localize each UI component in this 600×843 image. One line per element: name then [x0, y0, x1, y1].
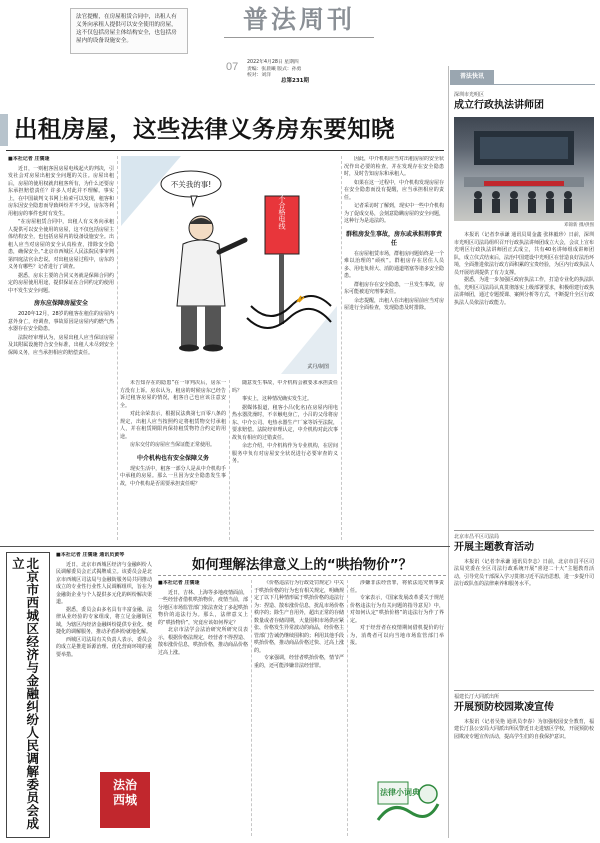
sidebar-kicker: 深圳市光明区 — [454, 92, 485, 98]
bottom-article-column-3 — [350, 580, 444, 770]
photo-illustration — [454, 117, 594, 221]
column-separator — [341, 156, 342, 540]
issue-total: 总第231期 — [281, 78, 309, 84]
main-article-column-4 — [344, 156, 444, 540]
bottom-left-byline: ■本社记者 庄儒逢 通讯员黄琴 — [56, 552, 125, 558]
paragraph: 近日，一则租客因房屋电线起火的判决，引发社会对房屋出租安全问题的关注。房屋出租后，房屋的使用权就归租客所有，为什么还要房东承担赔偿责任？许多人对此并不理解。事实上，在中国裁判文书网上检索可以发现，租客和房东因安全隐患而导致纠纷并不少见，房东等利用租房的事件也时有发生。 — [8, 165, 114, 217]
stamp-text: 法治西城 — [112, 778, 137, 807]
sidebar-photo — [454, 117, 594, 221]
main-article-column-3 — [232, 380, 338, 540]
paragraph: “在房屋租赁合同中，出租人有义务向承租人提供可以安全使用的房屋，这不仅包括房屋主体结构安全，也包括房屋内的设备设施安全。出租人应当对房屋的安全认真检查，排除安全隐患，确保安全。”北京市西城区人民法院民事审判第四庭法官余忠说。对出租房屋过程中，房东的义务有哪些？记者进行了调查。 — [8, 219, 114, 270]
sidebar-body — [454, 232, 594, 307]
sign-text: 不合格电线 — [278, 194, 286, 230]
column-separator — [117, 156, 118, 540]
paragraph: 法院经审理认为，房屋出租人应当保证房屋及其附属设施符合安全标准，出租人未尽到安全保障义务，应当承担相应的赔偿责任。 — [8, 334, 114, 356]
main-article-column-2 — [120, 380, 226, 540]
subhead-1: 房东应保障房屋安全 — [33, 300, 88, 307]
main-byline: ■本社记者 庄儒逢 — [8, 156, 50, 162]
bottom-article-column-2 — [254, 580, 344, 838]
paragraph: 未告知存在的隐患”在一审判决后，房东一方没有上诉。房东认为，租房的时候房东已经告诉过租客房屋的情况，租客自己也应该注意安全。 — [120, 380, 226, 409]
paragraph: 在房屋租赁市场，群租房问题始终是一个难以治理的“顽疾”。群租房存在居住人员多、用电负荷大、消防通道堵塞等诸多安全隐患。 — [344, 250, 444, 279]
logo-text: 法律小词典 — [380, 787, 420, 797]
paragraph: 对此余荣表示，根据民法典第七百零八条的规定，出租人应当按照约定将租赁物交付承租人，并在租赁期限内保持租赁物符合约定的用途。 — [120, 411, 226, 440]
subhead-2: 中介机构也有安全保障义务 — [136, 454, 209, 462]
photo-caption: 邓锦新 摄/供图 — [564, 222, 594, 228]
main-article-column-1 — [8, 156, 114, 539]
issue-check: 校对：刘洋 — [247, 73, 271, 79]
bottom-byline: ■本社记者 庄儒逢 — [158, 580, 200, 586]
paragraph: 西城区司法局有关负责人表示，委员会的成立是推进诉源治理、优化营商环境的重要举措。 — [56, 636, 152, 658]
paragraph: 2020年12月，28岁的租客在租住的房屋内意外身亡，经调查，事故原因是房屋内的燃气热水器存在安全隐患。 — [8, 311, 114, 332]
article-illustration — [121, 156, 337, 374]
paragraph: 对于经营者在疫情期间借机提价的行为，消费者可以向当地市场监管部门举报。 — [350, 625, 444, 646]
fazhi-xicheng-stamp — [100, 772, 150, 828]
headline-band — [0, 108, 450, 156]
speech-bubble-text: 不关我的事! — [170, 180, 212, 189]
sidebar-divider — [454, 690, 594, 691]
vertical-title: 北京市西城区经济与金融纠纷人民调解委员会成立 — [10, 557, 40, 830]
sidebar-kicker: 福建长汀大同派出所 — [454, 694, 500, 700]
page-number: 07 — [226, 61, 239, 73]
paragraph: 涉嫌非法经营罪，将依法追究刑事责任。 — [350, 580, 444, 594]
paragraph: 专家强调，经营者哄抬价格，情节严重的，还可能涉嫌非法经营罪。 — [254, 655, 344, 669]
column-separator — [347, 580, 348, 836]
bottom-rule — [0, 546, 450, 547]
paragraph: 据悉，委员会由多名具有丰富金融、法律从业经验的专家组成，将立足金融街区域，为辖区内经济金融纠纷提供专业化、便捷化的调解服务，推动矛盾纠纷就地化解。 — [56, 606, 152, 635]
sidebar-title: 开展主题教育活动 — [454, 542, 534, 554]
page-header — [0, 0, 600, 58]
sidebar-title: 成立行政执法讲师团 — [454, 100, 544, 112]
paragraph: 余忠介绍，中介机构作为专业机构，在居间服务中负有对房屋安全状况进行必要审查的义务。 — [232, 443, 338, 464]
sidebar-section-1 — [454, 92, 594, 307]
law-dictionary-logo — [372, 774, 442, 836]
paragraph: 因此，中介机构应当对出租房屋的安全状况作出必要的检查，并在发现存在安全隐患时，及时告知房东和承租人。 — [344, 156, 444, 177]
sidebar-tab: 普法快讯 — [450, 70, 494, 84]
paragraph: 《价格违法行为行政处罚规定》中关于哄抬价格的行为也有相关规定，明确规定了以下几种情形属于哄抬价格的违法行为：捏造、散布涨价信息，扰乱市场价格秩序的；除生产自用外，超出正常的存储数量或者存储周期，大量囤积市场供应紧张、价格发生异常波动的商品，经价格主管部门告诫仍继续囤积的；利用其他手段哄抬价格，推动商品价格过快、过高上涨的。 — [254, 580, 344, 654]
header-teaser-box: 法官提醒，在房屋租赁合同中，出租人有义务向承租人提供可以安全使用的房屋，这不仅包括房屋主体结构安全，也包括房屋内的设备设施安全。 — [70, 8, 188, 54]
column-separator — [229, 380, 230, 540]
paragraph: 据媒体报道，租客小吕(化名)在房屋内用电热水器洗澡时，不幸触电身亡，小吕的父母将房东、中介公司、电热水器生产厂家等诉至法院，要求赔偿。法院经审理认定，中介机构对此次事故负有相应的过错责任。 — [232, 404, 338, 441]
paragraph: 专家表示，《国家发展改革委关于规范价格违法行为有关问题的指导意见》中，对如何认定“哄抬价格”的违法行为作了界定。 — [350, 595, 444, 624]
sidebar-section-2 — [454, 534, 594, 589]
paragraph: 事实上，这种情况确实发生过。 — [242, 396, 313, 402]
paragraph: 北京市法学会法治研究所研究员表示，根据价格法规定，经营者不得捏造、散布涨价信息，哄抬价格，推动商品价格过高上涨。 — [158, 627, 248, 656]
paragraph: 据悉，房东主要的合同义务就是保障合同约定的房屋使用用途，提供保证在合同约定的使用中不发生安全问题。 — [8, 272, 114, 294]
illustration-svg — [121, 156, 337, 374]
paragraph: 本报讯（记者吴艳 通讯员李春）为加强校园安全教育，福建长汀县公安局大同派出所民警近日走进辖区学校，开展预防校园欺凌专题宣传活动，提高学生们的自我保护意识。 — [454, 718, 595, 740]
paragraph: 余忠提醒，出租人在出租房屋前应当对房屋进行全面检查，发现隐患及时排除。 — [344, 297, 444, 311]
masthead-rule — [224, 37, 374, 38]
bottom-title-rule — [158, 575, 446, 576]
bottom-article-title: 如何理解法律意义上的“哄抬物价”？ — [191, 557, 413, 573]
paragraph: 据悉，为进一步加强区政府执法工作，打造专业化的执法队伍，光明区司法局认真贯彻落实上级部署要求，积极组建行政执法讲师团，通过专题授课、案例分析等方式，不断提升全区行政执法人员依法行政能力。 — [454, 277, 595, 306]
subhead-3: 群租房发生事故，房东或承担刑事责任 — [345, 230, 442, 247]
paragraph: 房东交付的房屋应当保证能正常使用。 — [130, 442, 216, 448]
sidebar-rule — [450, 84, 595, 85]
paragraph: 本报讯（记者李承谦 通讯员周金鑫 张林毅珍）日前，深圳市光明区司法局组织召开行政执法讲师团成立大会，会议上宣布光明区行政执法讲师团正式成立，共有40名讲师组成讲师团队，成立仪式结束后，法治中国建设中光明区在营造良好法治环境，全面推进依法行政方面积累的宝贵经验，为区内行政执法人员开展培训提供了有力支撑。 — [454, 232, 595, 276]
sidebar-title: 开展预防校园欺凌宣传 — [454, 702, 554, 714]
issue-editor: 责编：张晨曦 版式：孙勇 — [247, 66, 302, 72]
sidebar-separator — [448, 66, 449, 838]
sidebar-divider — [454, 530, 594, 531]
paragraph: 本报讯（记者李承谦 通讯员李志）日前，北京市昌平区司法局党委在全区司法行政系统开展“喜迎二十大”主题教育活动，引导党员干部深入学习贯彻习近平法治思想，进一步提升司法行政队伍的法律素养和服务水平。 — [454, 558, 595, 588]
paragraph: 群租房存在安全隐患，一旦发生事故，房东可能被追究刑事责任。 — [344, 281, 444, 295]
column-separator — [251, 580, 252, 836]
sidebar-section-3 — [454, 694, 594, 741]
sidebar-body — [454, 559, 594, 589]
illustration-credit: 武丹/制图 — [307, 364, 329, 370]
main-headline: 出租房屋，这些法律义务房东要知晓 — [14, 115, 395, 143]
sidebar-kicker: 北京市昌平区司法局 — [454, 534, 500, 540]
issue-date: 2022年4月28日 星期四 — [247, 60, 299, 65]
headline-accent-bar — [0, 114, 8, 146]
sidebar-body — [454, 719, 594, 742]
bottom-article-column-1 — [158, 580, 248, 838]
masthead — [224, 6, 374, 38]
paragraph: 近日，吉林、上海等多地疫情面前，一些经营者借机哄抬物价，疫情当前，部分地区市场监管部门依法查处了多起哄抬物价的违法行为。那么，法律意义上的“哄抬物价”，究竟应该如何界定？ — [158, 589, 248, 626]
headline-rule — [6, 150, 444, 151]
paragraph: 记者采访时了解到，现实中一些中介机构为了促成交易，会刻意隐瞒房屋的安全问题，这种行为是违法的。 — [344, 203, 444, 224]
paragraph: 现实生活中，租客一部分人是从中介机构手中承租的房屋。那么一旦因为安全隐患发生事故，中介机构是否需要承担责任呢？ — [120, 465, 226, 487]
law-dictionary-graphic — [372, 774, 442, 836]
masthead-title: 普法周刊 — [242, 5, 355, 34]
vertical-title-box — [6, 552, 50, 838]
paragraph: 随意发生事故，中介机构会被要求承担责任吗？ — [232, 380, 338, 394]
paragraph: 如果在这一过程中，中介机构发现房屋存在安全隐患而没有提醒，应当承担相应的责任。 — [344, 179, 444, 201]
paragraph: 近日，北京市西城区经济与金融纠纷人民调解委员会正式揭牌成立。该委员会是北京市西城区司法局与金融街服务局共同推动成立的专业性行业性人民调解组织，旨在为金融街企业与个人提供多元化的纠纷解决渠道。 — [56, 561, 152, 605]
